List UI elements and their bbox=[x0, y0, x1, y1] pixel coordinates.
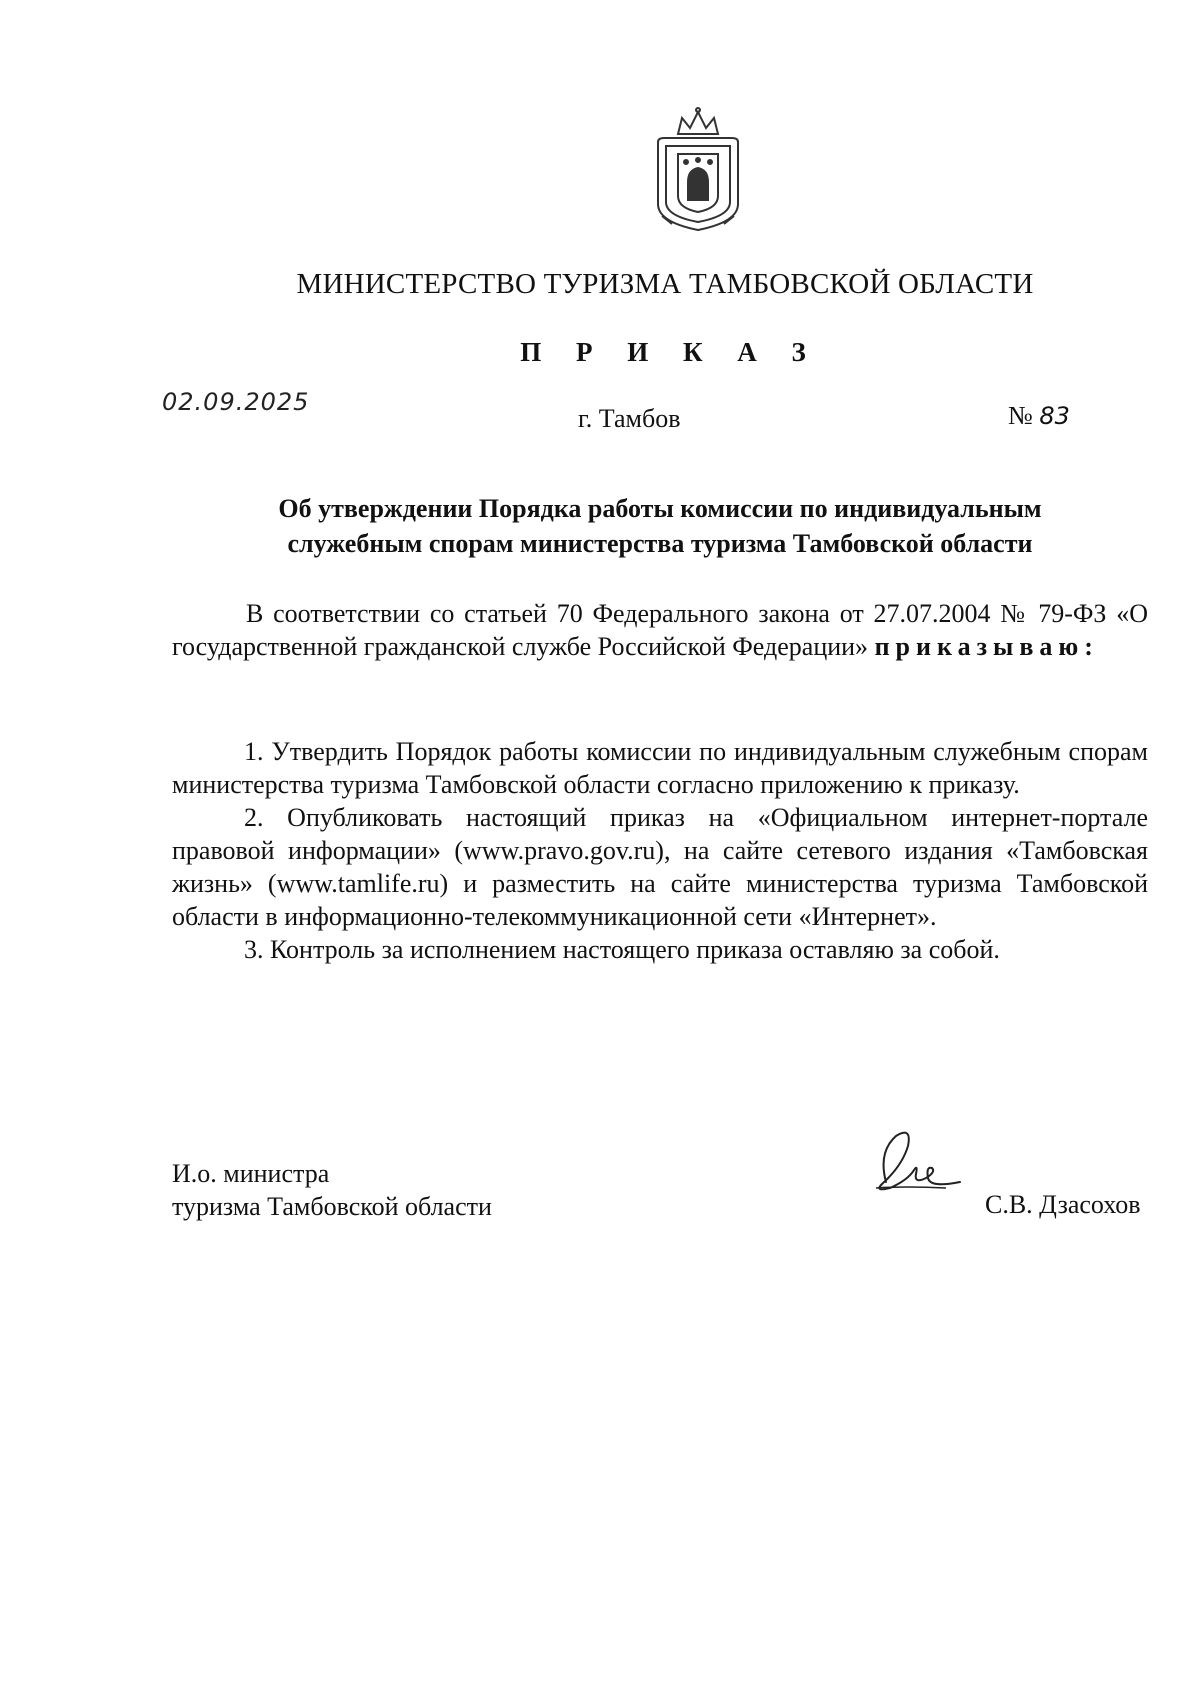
order-item-2: 2. Опубликовать настоящий приказ на «Официальном интернет-портале правовой информации» (www.pravo.gov.ru), на сайте сетевого издания «Тамбовская жизнь» (www.tamlife.ru) и разместить на сайте министерства туризма Тамбовской области в информационно-телекоммуникационной сети «Интернет». bbox=[172, 803, 1148, 931]
number-sign: № bbox=[1008, 401, 1033, 430]
signatory-position bbox=[172, 1157, 492, 1223]
order-date: 02.09.2025 bbox=[162, 388, 310, 416]
order-number bbox=[1008, 401, 1070, 431]
number-value: 83 bbox=[1039, 402, 1070, 430]
ministry-name: МИНИСТЕРСТВО ТУРИЗМА ТАМБОВСКОЙ ОБЛАСТИ bbox=[296, 268, 1034, 300]
preamble-text: В соответствии со статьей 70 Федерального закона от 27.07.2004 № 79-ФЗ «О государственной гражданской службе Российской Федерации» bbox=[172, 599, 1148, 661]
subject-line-2: служебным спорам министерства туризма Тамбовской области bbox=[287, 529, 1033, 558]
document-type-title: П Р И К А З bbox=[520, 337, 820, 367]
handwritten-signature-icon bbox=[856, 1122, 966, 1202]
ordering-word: приказываю: bbox=[874, 632, 1099, 661]
position-line-2: туризма Тамбовской области bbox=[172, 1192, 492, 1221]
order-item-1: 1. Утвердить Порядок работы комиссии по индивидуальным служебным спорам министерства туризма Тамбовской области согласно приложению к приказу. bbox=[172, 737, 1148, 799]
preamble-paragraph bbox=[172, 597, 1148, 663]
signatory-name: С.В. Дзасохов bbox=[985, 1190, 1141, 1219]
order-subject bbox=[160, 491, 1120, 561]
tambov-coat-of-arms-icon bbox=[648, 104, 748, 234]
subject-line-1: Об утверждении Порядка работы комиссии по индивидуальным bbox=[278, 494, 1042, 523]
order-city: г. Тамбов bbox=[578, 404, 681, 433]
order-item-3: 3. Контроль за исполнением настоящего приказа оставляю за собой. bbox=[244, 935, 1000, 964]
position-line-1: И.о. министра bbox=[172, 1159, 330, 1188]
order-items bbox=[172, 735, 1148, 966]
